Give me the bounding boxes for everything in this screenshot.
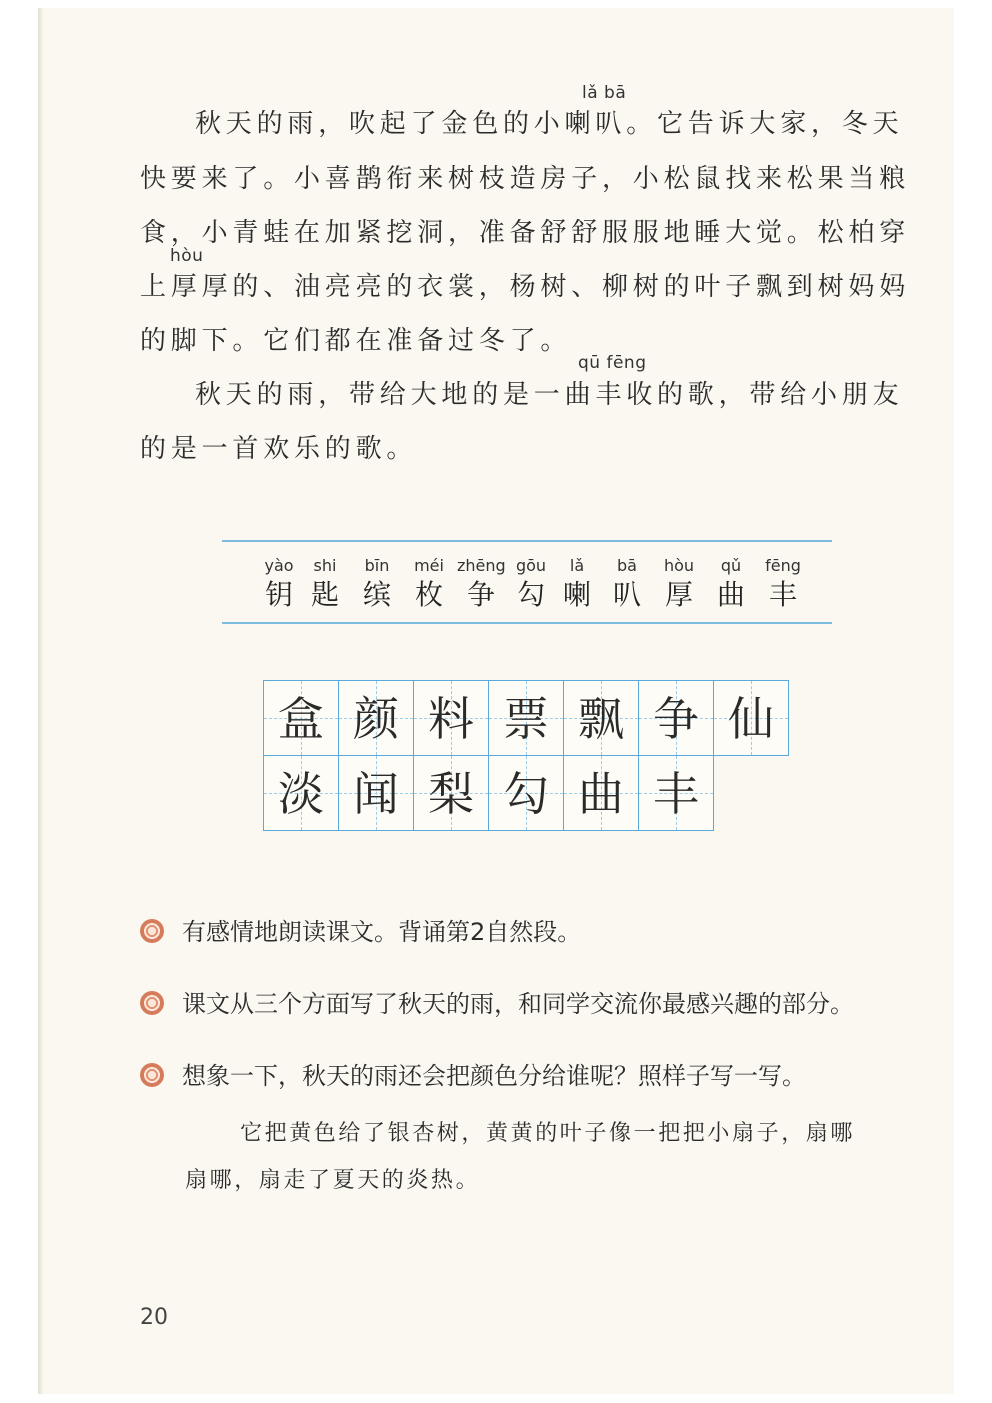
grid-cell <box>338 755 414 831</box>
vocab-pinyin: shi <box>313 556 337 575</box>
vocab-item <box>603 555 651 613</box>
grid-cell <box>713 680 789 756</box>
grid-cell <box>263 680 339 756</box>
vocab-item <box>405 555 453 613</box>
vocab-item <box>707 555 755 613</box>
grid-character: 盒 <box>278 692 324 746</box>
vocab-pinyin: bā <box>617 556 637 575</box>
task-item <box>140 984 854 1019</box>
swirl-bullet-icon <box>140 1063 164 1087</box>
grid-character: 淡 <box>278 767 324 821</box>
vocab-hanzi: 丰 <box>768 578 797 611</box>
grid-cell <box>638 755 714 831</box>
passage-line: 的脚下。它们都在准备过冬了。 <box>140 326 572 356</box>
vocab-hanzi: 勾 <box>516 578 545 611</box>
vocab-item <box>457 555 505 613</box>
vocab-item <box>759 555 807 613</box>
grid-cell <box>563 755 639 831</box>
vocab-item <box>255 555 303 613</box>
vocab-hanzi: 缤 <box>362 578 391 611</box>
vocab-item <box>301 555 349 613</box>
task-item <box>140 1056 806 1091</box>
vocab-item <box>655 555 703 613</box>
example-line: 扇哪，扇走了夏天的炎热。 <box>185 1168 481 1193</box>
passage-line: 秋天的雨，吹起了金色的小喇叭。它告诉大家，冬天 <box>195 109 904 139</box>
pinyin-qufeng: qū fēng <box>578 353 647 373</box>
grid-character: 料 <box>428 692 474 746</box>
grid-character: 勾 <box>503 767 549 821</box>
task-item <box>140 912 581 947</box>
vocab-pinyin: méi <box>414 556 444 575</box>
grid-cell <box>488 680 564 756</box>
vocab-bottom-rule <box>222 622 832 624</box>
vocab-hanzi: 枚 <box>414 578 443 611</box>
pinyin-laba: lǎ bā <box>582 83 627 103</box>
grid-cell <box>338 680 414 756</box>
vocab-item <box>353 555 401 613</box>
grid-character: 梨 <box>428 767 474 821</box>
grid-character: 票 <box>503 692 549 746</box>
vocab-top-rule <box>222 540 832 542</box>
grid-character: 颜 <box>353 692 399 746</box>
grid-cell <box>563 680 639 756</box>
vocab-pinyin: yào <box>264 556 294 575</box>
swirl-bullet-icon <box>140 991 164 1015</box>
vocab-pinyin: gōu <box>515 556 547 575</box>
vocab-hanzi: 钥 <box>264 578 293 611</box>
vocab-item <box>553 555 601 613</box>
example-line: 它把黄色给了银杏树，黄黄的叶子像一把把小扇子，扇哪 <box>240 1121 856 1146</box>
pinyin-hou: hòu <box>170 246 204 266</box>
vocab-pinyin: hòu <box>663 556 695 575</box>
grid-cell <box>413 680 489 756</box>
vocab-hanzi: 匙 <box>310 578 339 611</box>
grid-character: 仙 <box>728 692 774 746</box>
grid-character: 曲 <box>578 767 624 821</box>
grid-cell <box>413 755 489 831</box>
vocab-item <box>507 555 555 613</box>
vocab-hanzi: 叭 <box>612 578 641 611</box>
vocab-hanzi: 曲 <box>716 578 745 611</box>
vocab-pinyin: lǎ <box>569 556 585 575</box>
passage-line: 秋天的雨，带给大地的是一曲丰收的歌，带给小朋友 <box>195 380 904 410</box>
page-number: 20 <box>140 1305 168 1330</box>
vocab-pinyin: bīn <box>364 556 390 575</box>
grid-cell <box>488 755 564 831</box>
grid-character: 飘 <box>578 692 624 746</box>
grid-cell <box>263 755 339 831</box>
vocab-hanzi: 厚 <box>664 578 693 611</box>
swirl-bullet-icon <box>140 919 164 943</box>
vocab-hanzi: 喇 <box>562 578 591 611</box>
vocab-pinyin: zhēng <box>457 556 506 575</box>
grid-character: 丰 <box>653 767 699 821</box>
grid-character: 争 <box>653 692 699 746</box>
task-text: 课文从三个方面写了秋天的雨，和同学交流你最感兴趣的部分。 <box>182 990 854 1018</box>
grid-cell <box>638 680 714 756</box>
vocab-list <box>255 555 815 615</box>
task-text: 想象一下，秋天的雨还会把颜色分给谁呢？照样子写一写。 <box>182 1062 806 1090</box>
passage-line: 食，小青蛙在加紧挖洞，准备舒舒服服地睡大觉。松柏穿 <box>140 218 911 248</box>
vocab-pinyin: fēng <box>765 556 801 575</box>
passage-line: 上厚厚的、油亮亮的衣裳，杨树、柳树的叶子飘到树妈妈 <box>140 272 911 302</box>
vocab-hanzi: 争 <box>466 578 495 611</box>
vocab-pinyin: qǔ <box>720 556 742 575</box>
page-edge-shadow <box>38 8 44 1394</box>
passage-line: 快要来了。小喜鹊衔来树枝造房子，小松鼠找来松果当粮 <box>140 164 911 194</box>
task-text: 有感情地朗读课文。背诵第2自然段。 <box>182 918 582 946</box>
grid-character: 闻 <box>353 767 399 821</box>
passage-line: 的是一首欢乐的歌。 <box>140 434 418 464</box>
